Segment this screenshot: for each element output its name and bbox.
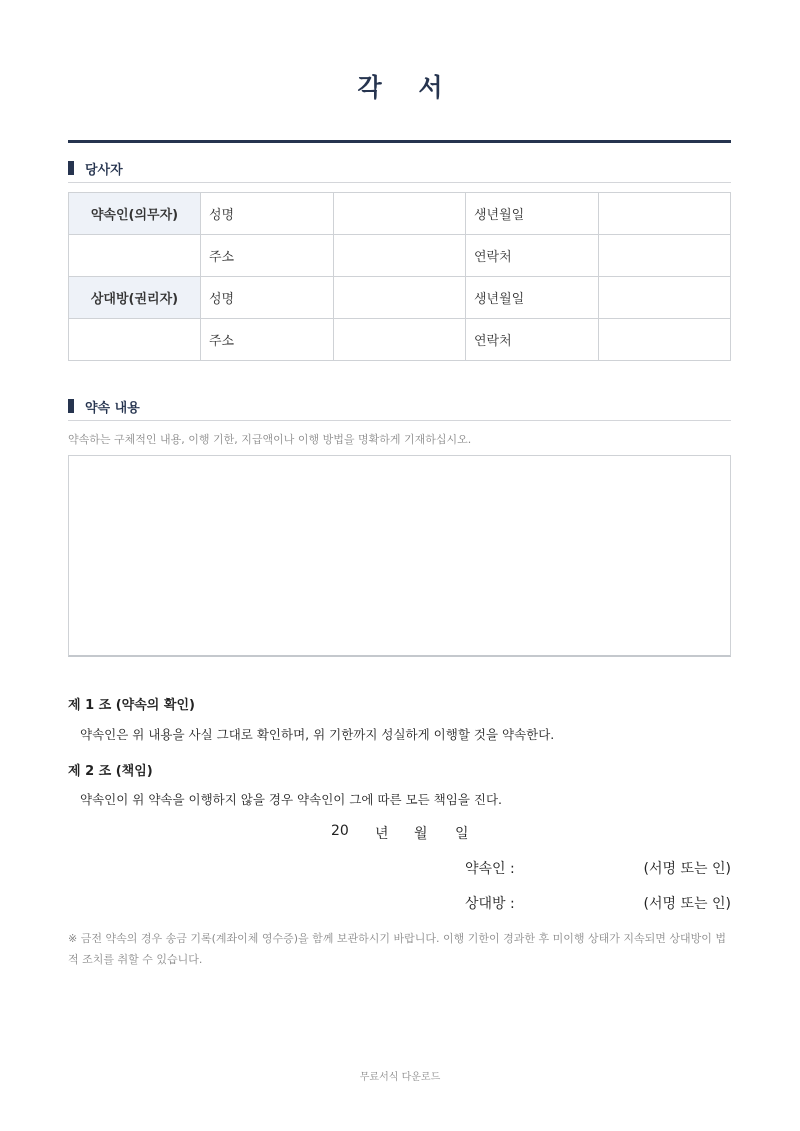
- article-2-title: 제 2 조 (책임): [68, 764, 153, 779]
- parties-heading-text: 당사자: [85, 163, 123, 178]
- field-label: 연락처: [466, 235, 599, 277]
- party-name-cell: [69, 235, 201, 277]
- article-2-body: 약속인이 위 약속을 이행하지 않을 경우 약속인이 그에 따른 모든 책임을 진다.: [80, 792, 503, 807]
- article-1-title: 제 1 조 (약속의 확인): [68, 698, 195, 713]
- contact-input-cell[interactable]: [599, 235, 731, 277]
- footnote: ※ 금전 약속의 경우 송금 기록(계좌이체 영수증)을 함께 보관하시기 바랍니다. 이행 기한이 경과한 후 미이행 상태가 지속되면 상대방이 법적 조치를 취할 수 있습니다.: [68, 932, 727, 966]
- date-year: 20: [331, 823, 349, 839]
- field-label: 주소: [201, 235, 334, 277]
- table-row: [69, 319, 731, 361]
- field-label: 생년월일: [466, 193, 599, 235]
- promise-content-box[interactable]: [68, 455, 731, 657]
- parties-section-heading: [68, 159, 731, 183]
- field-label: 성명: [201, 277, 334, 319]
- document-title: 각 서: [357, 73, 457, 102]
- promise-section-heading: [68, 397, 731, 421]
- signature-mark[interactable]: (서명 또는 인): [643, 861, 731, 877]
- field-label: 성명: [201, 193, 334, 235]
- field-label: 주소: [201, 319, 334, 361]
- parties-table: [68, 192, 731, 361]
- contact-input-cell[interactable]: [599, 319, 731, 361]
- name-input-cell[interactable]: [334, 193, 466, 235]
- promise-hint: 약속하는 구체적인 내용, 이행 기한, 지급액이나 이행 방법을 명확하게 기재하십시오.: [68, 433, 472, 446]
- title-divider: [68, 140, 731, 143]
- table-row: [69, 193, 731, 235]
- signature-label: 약속인 :: [465, 861, 515, 877]
- signature-label: 상대방 :: [465, 896, 515, 912]
- date-year-unit: 년: [375, 826, 389, 842]
- name-input-cell[interactable]: [334, 277, 466, 319]
- table-row: [69, 235, 731, 277]
- address-input-cell[interactable]: [334, 235, 466, 277]
- party-name-cell: [69, 319, 201, 361]
- field-label: 연락처: [466, 319, 599, 361]
- signature-mark[interactable]: (서명 또는 인): [643, 896, 731, 912]
- date-month-unit: 월: [414, 826, 428, 842]
- footer-link[interactable]: 무료서식 다운로드: [359, 1072, 441, 1083]
- party-name-cell: 상대방(권리자): [69, 277, 201, 319]
- table-row: [69, 277, 731, 319]
- address-input-cell[interactable]: [334, 319, 466, 361]
- counterparty-signature-row: [68, 893, 731, 913]
- section-marker: [68, 161, 74, 175]
- promisor-signature-row: [68, 858, 731, 878]
- field-label: 생년월일: [466, 277, 599, 319]
- section-marker: [68, 399, 74, 413]
- birthdate-input-cell[interactable]: [599, 193, 731, 235]
- birthdate-input-cell[interactable]: [599, 277, 731, 319]
- party-name-cell: 약속인(의무자): [69, 193, 201, 235]
- promise-heading-text: 약속 내용: [85, 401, 140, 416]
- date-day-unit: 일: [455, 826, 469, 842]
- article-1-body: 약속인은 위 내용을 사실 그대로 확인하며, 위 기한까지 성실하게 이행할 것을 약속한다.: [80, 727, 555, 742]
